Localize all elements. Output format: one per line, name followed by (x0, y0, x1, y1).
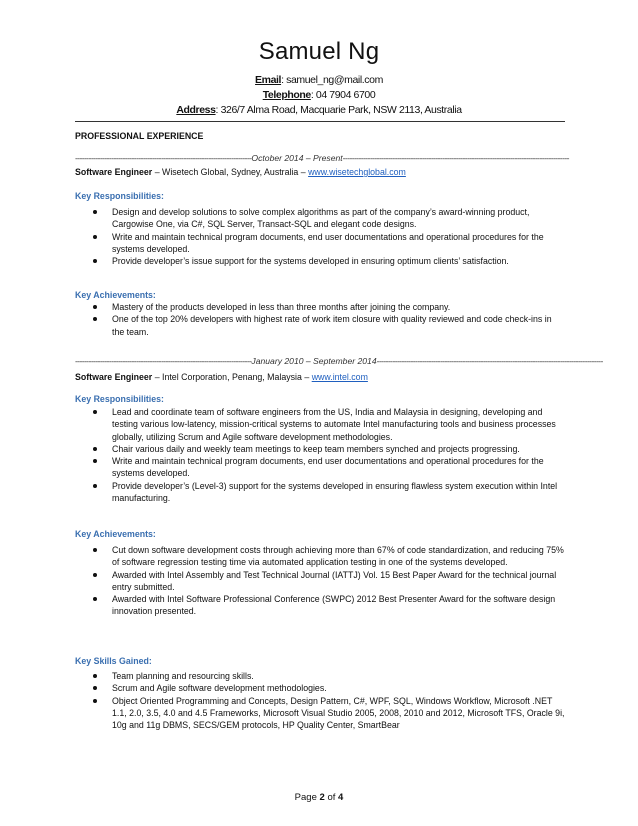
address-line: Address: 326/7 Alma Road, Macquarie Park, NSW 2113, Australia (176, 104, 462, 116)
job-1-url-link[interactable]: www.wisetechglobal.com (308, 167, 406, 177)
page-label: Page (294, 792, 317, 803)
email-value[interactable]: samuel_ng@mail.com (286, 74, 383, 86)
list-item: Write and maintain technical program documents, end user documentations and operational procedures for the systems developed. (75, 455, 565, 480)
job-2-skills-heading: Key Skills Gained: (75, 656, 152, 666)
job-1-title-line: Software Engineer – Wisetech Global, Sydney, Australia – www.wisetechglobal.com (75, 167, 406, 177)
job-2-period: January 2010 – September 2014 (251, 356, 377, 366)
job-1-period-line: ------------------------------------------------------------------------------October 2014 – Present---------------------------------------------------------------------------------------------------- (75, 153, 569, 163)
total-page-count: 4 (338, 792, 344, 803)
list-item: Team planning and resourcing skills. (75, 670, 565, 682)
list-item: Chair various daily and weekly team meetings to keep team members synched and projects progressing. (75, 443, 565, 455)
job-1-achievements-heading: Key Achievements: (75, 290, 156, 300)
list-item: Cut down software development costs through achieving more than 67% of code standardization, and reducing 75% of software regression testing time via automated application testing in one of the systems developed. (75, 544, 565, 569)
job-2-achievements-list (75, 544, 565, 618)
job-1-period: October 2014 – Present (251, 153, 343, 163)
bullet-icon (93, 210, 97, 214)
job-1-achievements-list (75, 301, 565, 338)
job-2-responsibilities-heading: Key Responsibilities: (75, 394, 164, 404)
bullet-icon (93, 674, 97, 678)
list-item: Lead and coordinate team of software engineers from the US, India and Malaysia in designing, developing and testing various low-latency, mission-critical systems to automate Intel manufacturing tools and business processes globally, utilizing Scrum and Agile software development methodologies. (75, 406, 565, 443)
job-2-achievements-heading: Key Achievements: (75, 529, 156, 539)
list-item: One of the top 20% developers with highest rate of work item closure with quality reviewed and code check-ins in the team. (75, 313, 565, 338)
bullet-icon (93, 597, 97, 601)
job-1-company: Wisetech Global, Sydney, Australia – (162, 167, 306, 177)
list-item: Scrum and Agile software development methodologies. (75, 682, 565, 694)
page-of-label: of (327, 792, 336, 803)
section-title: PROFESSIONAL EXPERIENCE (75, 131, 204, 141)
list-item: Awarded with Intel Software Professional Conference (SWPC) 2012 Best Presenter Award for the software design innovation presented. (75, 593, 565, 618)
bullet-icon (93, 484, 97, 488)
list-item: Provide developer’s issue support for the systems developed in ensuring optimum clients’ satisfaction. (75, 255, 565, 267)
email-line: Email: samuel_ng@mail.com (255, 74, 383, 86)
page-footer (0, 792, 638, 803)
job-2-url-link[interactable]: www.intel.com (311, 372, 368, 382)
job-1-responsibilities-heading: Key Responsibilities: (75, 191, 164, 201)
phone-line: Telephone: 04 7904 6700 (262, 89, 376, 101)
bullet-icon (93, 410, 97, 414)
bullet-icon (93, 305, 97, 309)
job-1-title: Software Engineer (75, 167, 153, 177)
bullet-icon (93, 447, 97, 451)
phone-label: Telephone (262, 89, 311, 101)
bullet-icon (93, 699, 97, 703)
bullet-icon (93, 459, 97, 463)
bullet-icon (93, 548, 97, 552)
header-divider (75, 121, 565, 122)
current-page-number: 2 (319, 792, 325, 803)
job-2-title-line: Software Engineer – Intel Corporation, Penang, Malaysia – www.intel.com (75, 372, 368, 382)
phone-value: 04 7904 6700 (315, 89, 376, 101)
candidate-name: Samuel Ng (258, 38, 380, 65)
job-2-responsibilities-list (75, 406, 565, 504)
bullet-icon (93, 573, 97, 577)
list-item: Mastery of the products developed in less than three months after joining the company. (75, 301, 565, 313)
list-item: Provide developer’s (Level-3) support for the systems developed in ensuring flawless system execution within Intel manufacturing. (75, 480, 565, 505)
address-value: 326/7 Alma Road, Macquarie Park, NSW 2113, Australia (220, 104, 462, 116)
address-label: Address (176, 104, 216, 116)
job-2-company: Intel Corporation, Penang, Malaysia – (162, 372, 310, 382)
list-item: Design and develop solutions to solve complex algorithms as part of the company’s award-winning product, Cargowise One, via C#, SQL Server, Transact-SQL and elegant code designs. (75, 206, 565, 231)
bullet-icon (93, 686, 97, 690)
bullet-icon (93, 235, 97, 239)
job-1-responsibilities-list (75, 206, 565, 267)
bullet-icon (93, 259, 97, 263)
job-2-period-line: ------------------------------------------------------------------------------January 2010 – September 2014---------------------------------------------------------------------------------------------------- (75, 356, 603, 366)
list-item: Object Oriented Programming and Concepts, Design Pattern, C#, WPF, SQL, Windows Workflow, Microsoft .NET 1.1, 2.0, 3.5, 4.0 and 4.5 Frameworks, Microsoft Visual Studio 2005, 2008, 2010 and 2012, Microsoft TFS, Oracle 9i, 10g and 11g DBMS, SECS/GEM protocols, HP Quality Center, SmartBear (75, 695, 565, 732)
list-item: Write and maintain technical program documents, end user documentations and operational procedures for the systems developed. (75, 231, 565, 256)
list-item: Awarded with Intel Assembly and Test Technical Journal (IATTJ) Vol. 15 Best Paper Award for the technical journal entry submitted. (75, 569, 565, 594)
job-2-skills-list (75, 670, 565, 731)
email-label: Email (255, 74, 282, 86)
bullet-icon (93, 317, 97, 321)
job-2-title: Software Engineer (75, 372, 153, 382)
